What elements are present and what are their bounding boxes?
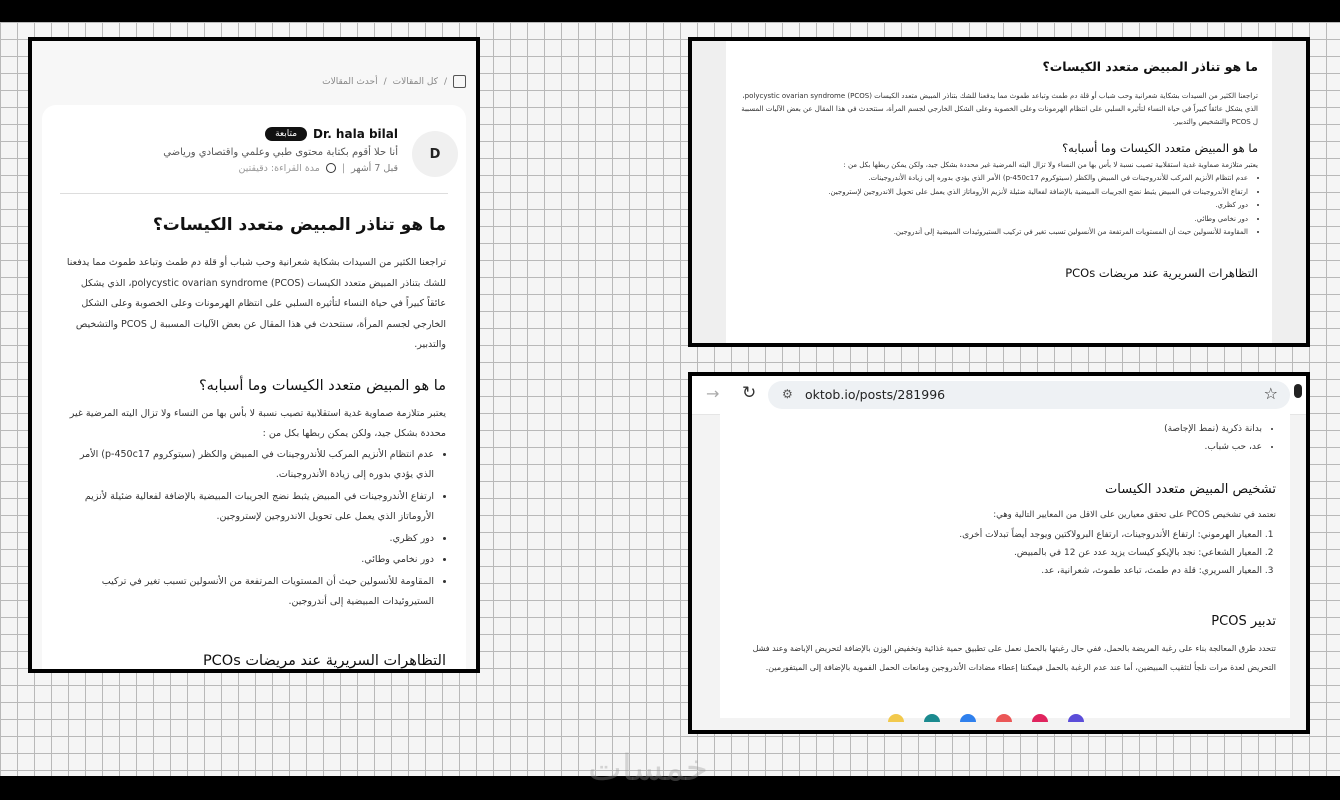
list-item: • بدانة ذكرية (نمط الإجاصة) [734, 420, 1262, 438]
time-ago: قبل 7 أشهر [351, 163, 398, 174]
section-heading-management: تدبير PCOS [1211, 614, 1276, 629]
breadcrumb-latest-articles[interactable]: أحدث المقالات [322, 76, 378, 87]
diagnosis-intro: نعتمد في تشخيص PCOS على تحقق معيارين على الاقل من المعايير التالية وهي: [993, 510, 1276, 520]
list-item: 3. المعيار السريري: قلة دم طمث، تباعد طموث، شعرانية، عد. [734, 562, 1262, 580]
microphone-icon[interactable] [1294, 384, 1302, 398]
list-item: • المقاومة للأنسولين حيث أن المستويات المرتفعة من الأنسولين تسبب تغير في تركيب الستيروئيدات المبيضية إلى أندروجين. [740, 226, 1248, 240]
article-screenshot-top-right [688, 37, 1310, 347]
author-name[interactable]: Dr. hala bilal [313, 127, 398, 141]
list-item: 1. المعيار الهرموني: ارتفاع الأندروجينات، ارتفاع البرولاكتين ويوجد أيضاً تبدلات أخرى. [734, 526, 1262, 544]
list-item: • دور نخامي وطائي. [740, 213, 1248, 227]
article-title: ما هو تناذر المبيض متعدد الكيسات؟ [1042, 59, 1258, 74]
address-bar[interactable] [768, 381, 1290, 409]
watermark: خمسات [588, 748, 709, 789]
breadcrumb [322, 75, 466, 88]
causes-list [62, 445, 446, 613]
back-arrow-icon[interactable]: → [706, 384, 720, 403]
article-meta [239, 163, 399, 174]
article-sheet [726, 41, 1272, 343]
url-text[interactable]: oktob.io/posts/281996 [805, 387, 946, 402]
section-heading-causes: ما هو المبيض متعدد الكيسات وما أسبابه؟ [198, 377, 446, 394]
criteria-list [734, 526, 1276, 580]
reload-icon[interactable]: ↻ [742, 383, 757, 403]
share-button[interactable] [960, 714, 976, 722]
breadcrumb-all-articles[interactable]: كل المقالات [392, 76, 438, 87]
causes-list [740, 172, 1258, 240]
symptoms-list-tail [734, 420, 1276, 456]
article-body [740, 59, 1258, 280]
share-button[interactable] [1032, 714, 1048, 722]
site-settings-icon[interactable]: ⚙ [782, 387, 793, 401]
top-black-band [0, 0, 1340, 22]
management-paragraph: تتحدد طرق المعالجة بناء على رغبة المريضة بالحمل، ففي حال رغبتها بالحمل نعمل على تطبيق حمية غذائية وتخفيض الوزن بالإضافة لتحريض الإباضة وعند فشل التحريض لعدة مرات نلجأ لتثقيب المبيضين، أما عند عدم الرغبة بالحمل فيمكننا إعطاء مضادات الأندروجين ومانعات الحمل الفموية بالإضافة إلى الميتفورمين. [752, 644, 1276, 672]
article-body [734, 420, 1276, 677]
section-heading-symptoms: التظاهرات السريرية عند مريضات PCOs [202, 652, 446, 669]
list-item: • عد، حب شباب. [734, 438, 1262, 456]
breadcrumb-sep: / [383, 76, 387, 87]
avatar[interactable]: D [412, 131, 458, 177]
home-icon[interactable] [453, 75, 466, 88]
browser-screenshot-bottom-right [688, 372, 1310, 734]
bookmark-star-icon[interactable]: ☆ [1263, 384, 1278, 403]
article-card [42, 105, 466, 669]
list-item: 2. المعيار الشعاعي: نجد بالإيكو كيسات يزيد عدد عن 12 في بالمبيض. [734, 544, 1262, 562]
list-item: • دور نخامي وطائي. [62, 550, 434, 571]
author-row [265, 127, 398, 141]
share-button[interactable] [888, 714, 904, 722]
share-buttons [888, 714, 1084, 722]
share-button[interactable] [1068, 714, 1084, 722]
list-item: • عدم انتظام الأنزيم المركب للأندروجينات في المبيض والكظر (سيتوكروم p-450c17) الأمر الذي يؤدي بدوره إلى زيادة الأندروجينات. [62, 445, 434, 486]
author-bio: أنا حلا أقوم بكتابة محتوى طبي وعلمي واقتصادي ورياضي [163, 147, 398, 158]
article-sheet [720, 414, 1290, 718]
list-item: • المقاومة للأنسولين حيث أن المستويات المرتفعة من الأنسولين تسبب تغير في تركيب الستيروئيدات المبيضية إلى أندروجين. [62, 572, 434, 613]
clock-icon [326, 163, 336, 173]
article-screenshot-left [28, 37, 480, 673]
causes-intro: يعتبر متلازمة صماوية غدية استقلابية تصيب نسبة لا بأس بها من النساء ولا تزال اليته المرضية غير محددة بشكل جيد، ولكن يمكن ربطها بكل من : [843, 161, 1258, 169]
section-heading-symptoms: التظاهرات السريرية عند مريضات PCOs [1065, 265, 1258, 280]
breadcrumb-sep: / [443, 76, 447, 87]
share-button[interactable] [924, 714, 940, 722]
article-body [62, 215, 446, 669]
list-item: • ارتفاع الأندروجينات في المبيض يثبط نضج الجريبات المبيضية بالإضافة لفعالية ضئيلة لأنزيم الأروماتاز الذي يعمل على تحويل الاندروجين لإستروجين. [62, 487, 434, 528]
list-item: • عدم انتظام الأنزيم المركب للأندروجينات في المبيض والكظر (سيتوكروم p-450c17) الأمر الذي يؤدي بدوره إلى زيادة الأندروجينات. [740, 172, 1248, 186]
share-button[interactable] [996, 714, 1012, 722]
read-time: مدة القراءة: دقيقتين [238, 163, 320, 174]
intro-paragraph: تراجعنا الكثير من السيدات بشكاية شعرانية وحب شباب أو قلة دم طمث وتباعد طموث مما يدفعنا للشك بتناذر المبيض متعدد الكيسات polycystic ovarian syndrome (PCOS)، الذي يشكل عائقاً كبيراً في حياة النساء لتأثيره السلبي على انتظام الهرمونات وعلى الخصوبة وعلى الشكل الخارجي لجسم المرأة، سنتحدث في هذا المقال عن بعض الآليات المسببة ل PCOS والتشخيص والتدبير. [66, 257, 446, 350]
divider [60, 193, 448, 194]
section-heading-diagnosis: تشخيص المبيض متعدد الكيسات [1105, 482, 1276, 497]
author-block [66, 125, 458, 183]
list-item: • ارتفاع الأندروجينات في المبيض يثبط نضج الجريبات المبيضية بالإضافة لفعالية ضئيلة لأنزيم الأروماتاز الذي يعمل على تحويل الاندروجين لإستروجين. [740, 186, 1248, 200]
follow-button[interactable]: متابعة [265, 127, 307, 141]
browser-toolbar [692, 376, 1306, 415]
section-heading-causes: ما هو المبيض متعدد الكيسات وما أسبابه؟ [1062, 141, 1258, 155]
causes-intro: يعتبر متلازمة صماوية غدية استقلابية تصيب نسبة لا بأس بها من النساء ولا تزال اليته المرضية غير محددة بشكل جيد، ولكن يمكن ربطها بكل من : [69, 407, 446, 439]
intro-paragraph: تراجعنا الكثير من السيدات بشكاية شعرانية وحب شباب أو قلة دم طمث وتباعد طموث مما يدفعنا للشك بتناذر المبيض متعدد الكيسات polycystic ovarian syndrome (PCOS)، الذي يشكل عائقاً كبيراً في حياة النساء لتأثيره السلبي على انتظام الهرمونات وعلى الخصوبة وعلى الشكل الخارجي لجسم المرأة، سنتحدث في هذا المقال عن بعض الآليات المسببة ل PCOS والتشخيص والتدبير. [741, 92, 1258, 126]
meta-sep: | [341, 163, 346, 174]
article-title: ما هو تناذر المبيض متعدد الكيسات؟ [152, 215, 446, 235]
list-item: • دور كظري. [740, 199, 1248, 213]
list-item: • دور كظري. [62, 529, 434, 550]
